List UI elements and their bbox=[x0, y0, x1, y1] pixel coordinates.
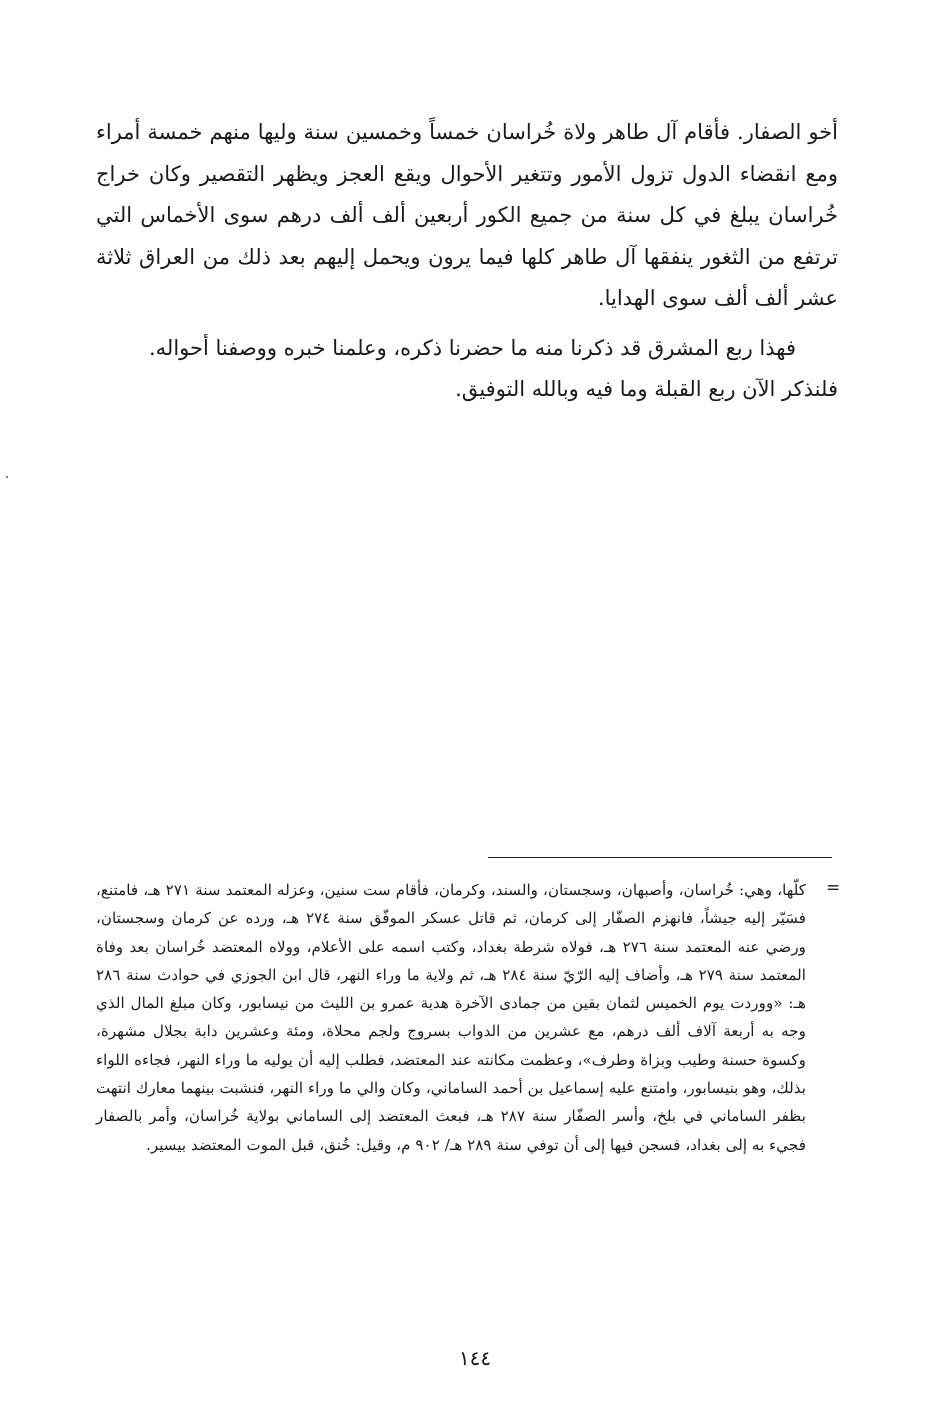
page-number: ١٤٤ bbox=[458, 1346, 492, 1370]
main-text-block bbox=[96, 112, 838, 411]
margin-mark bbox=[6, 476, 8, 478]
main-paragraph: فلنذكر الآن ربع القبلة وما فيه وبالله التوفيق. bbox=[455, 377, 838, 401]
footnote-block bbox=[96, 876, 806, 1159]
footnote-text: كلّها، وهي: خُراسان، وأصبهان، وسجستان، والسند، وكرمان، فأقام ست سنين، وعزله المعتمد سنة ٢٧١ هـ، فامتنع، فسَيّر إليه جيشاً، فانهزم الصفّار إلى كرمان، ثم قاتل عسكر الموفّق سنة ٢٧٤ هـ، ورده عن كرمان وسجستان، ورضي عنه المعتمد سنة ٢٧٦ هـ، فولاه شرطة بغداد، وكتب اسمه على الأعلام، وولاه المعتضد خُراسان بعد وفاة المعتمد سنة ٢٧٩ هـ، وأضاف إليه الرّيّ سنة ٢٨٤ هـ، ثم ولاية ما وراء النهر، قال ابن الجوزي في حوادث سنة ٢٨٦ هـ: «ووردت يوم الخميس لثمان بقين من جمادى الآخرة هدية عمرو بن الليث من نيسابور، وكان مبلغ المال الذي وجه به أربعة آلاف ألف درهم، مع عشرين من الدواب بسروج ولجم محلاة، ومئة وعشرين دابة بجلال مشهرة، وكسوة حسنة وطيب وبزاة وطرف»، وعظمت مكانته عند المعتضد، فطلب إليه أن يوليه ما وراء النهر، فجاءه اللواء بذلك، وهو بنيسابور، وامتنع عليه إسماعيل بن أحمد الساماني، وكان والي ما وراء النهر، فنشبت بينهما معارك انتهت بظفر الساماني في بلخ، وأسر الصفّار سنة ٢٨٧ هـ، فبعث المعتضد إلى الساماني بولاية خُراسان، وأمر بالصفار فجيء به إلى بغداد، فسجن فيها إلى أن توفي سنة ٢٨٩ هـ/ ٩٠٢ م، وقيل: خُنق، قبل الموت المعتضد بيسير. bbox=[96, 881, 806, 1154]
footnote-continuation-marker: = bbox=[826, 878, 841, 898]
main-paragraph: أخو الصفار. فأقام آل طاهر ولاة خُراسان خمساً وخمسين سنة وليها منهم خمسة أمراء ومع انقضاء الدول تزول الأمور وتتغير الأحوال ويقع العجز ويظهر التقصير وكان خراج خُراسان يبلغ في كل سنة من جميع الكور أربعين ألف ألف درهم سوى الأخماس التي ترتفع من الثغور ينفقها آل طاهر كلها فيما يرون ويحمل إليهم بعد ذلك من العراق ثلاثة عشر ألف ألف سوى الهدايا. bbox=[96, 120, 838, 310]
footnote-separator bbox=[488, 857, 832, 858]
main-paragraph: فهذا ربع المشرق قد ذكرنا منه ما حضرنا ذكره، وعلمنا خبره ووصفنا أحواله. bbox=[148, 335, 796, 360]
